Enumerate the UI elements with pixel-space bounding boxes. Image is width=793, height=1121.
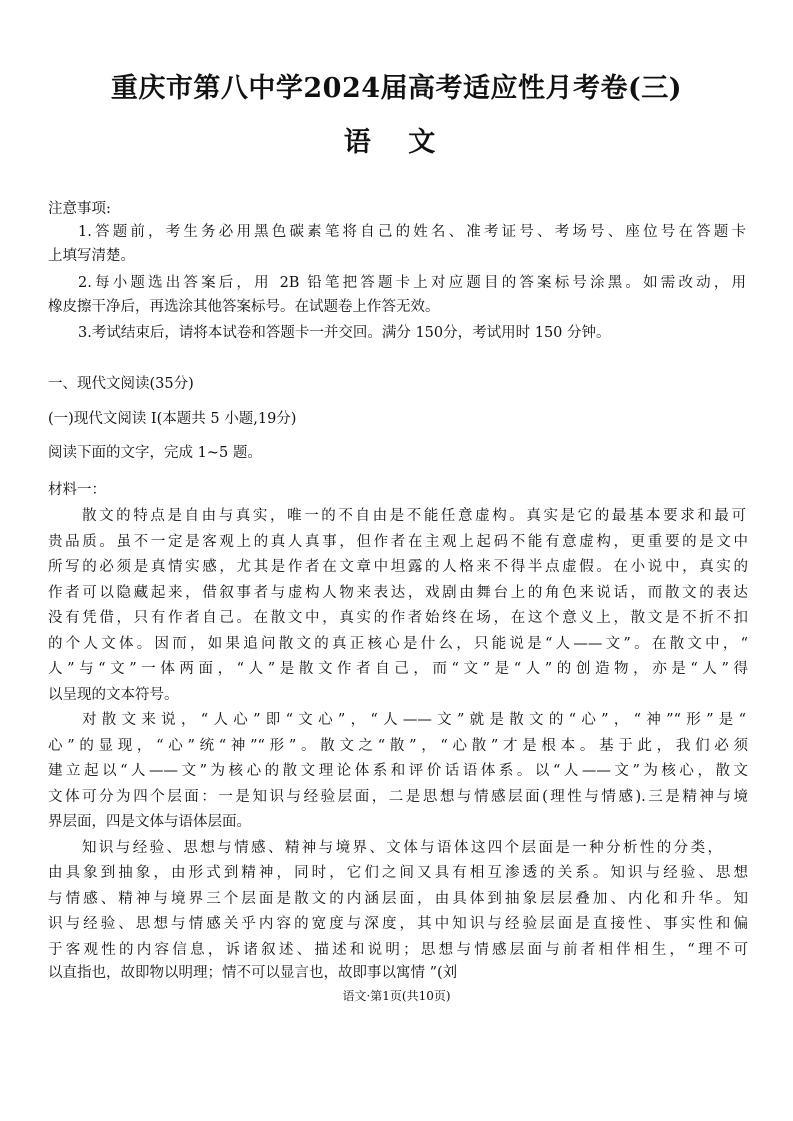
passage-line: 没有凭借，只有作者自己。在散文中，真实的作者始终在场，在这个意义上，散文是不折不扣 xyxy=(48,610,748,626)
notice-heading: 注意事项: xyxy=(48,201,111,217)
passage-line: 作者可以隐藏起来，借叙事者与虚构人物来表达，戏剧由舞台上的角色来说话，而散文的表达 xyxy=(48,585,748,601)
notice-line: 3.考试结束后，请将本试卷和答题卡一并交回。满分 150分，考试用时 150 分钟。 xyxy=(78,325,611,341)
passage-line: 心”的显现，“心”统“神”“形”。散文之“散”，“心散”才是根本。基于此，我们必须 xyxy=(48,738,748,754)
passage-line: 知识与经验、思想与情感、精神与境界、文体与语体这四个层面是一种分析性的分类， xyxy=(82,840,722,856)
passage-line: 与情感、精神与境界三个层面是散文的内涵层面，由具体到抽象层层叠加、内化和升华。知 xyxy=(48,891,748,907)
passage-line: 散文的特点是自由与真实，唯一的不自由是不能任意虚构。真实是它的最基本要求和最可 xyxy=(82,508,746,524)
passage-line: 识与经验、思想与情感关乎内容的宽度与深度，其中知识与经验层面是直接性、事实性和偏 xyxy=(48,916,748,932)
notice-line: 上填写清楚。 xyxy=(48,248,135,264)
notice-line: 2.每小题选出答案后，用 2B 铅笔把答题卡上对应题目的答案标号涂黑。如需改动，用 xyxy=(78,275,746,291)
section-subheading: (一)现代文阅读 Ⅰ(本题共 5 小题,19分) xyxy=(48,411,297,427)
passage-line: 建立起以“人——文”为核心的散文理论体系和评价话语体系。以“人——文”为核心，散文 xyxy=(48,763,748,779)
passage-line: 人”与“文”一体两面，“人”是散文作者自己，而“文”是“人”的创造物，亦是“人”得 xyxy=(48,661,748,677)
passage-line: 界层面，四是文体与语体层面。 xyxy=(48,814,251,830)
subject-title: 语 文 xyxy=(343,127,450,158)
notice-line: 橡皮擦干净后，再选涂其他答案标号。在试题卷上作答无效。 xyxy=(48,299,440,315)
material-label: 材料一： xyxy=(48,482,106,498)
passage-line: 由具象到抽象，由形式到精神，同时，它们之间又具有相互渗透的关系。知识与经验、思想 xyxy=(48,865,748,881)
passage-line: 对散文来说，“人心”即“文心”，“人——文”就是散文的“心”，“神”“形”是“ xyxy=(82,712,746,728)
passage-line: 贵品质。虽不一定是客观上的真人真事，但作者在主观上起码不能有意虚构，更重要的是文中 xyxy=(48,534,748,550)
section-heading: 一、现代文阅读(35分) xyxy=(48,376,194,392)
page-footer: 语文·第1页(共10页) xyxy=(342,989,451,1003)
passage-line: 所写的必须是真情实感，尤其是作者在文章中坦露的人格来不得半点虚假。在小说中，真实的 xyxy=(48,559,748,575)
passage-line: 以直指也，故即物以明理；情不可以显言也，故即事以寓情 ”(刘 xyxy=(48,965,458,981)
exam-title: 重庆市第八中学2024届高考适应性月考卷(三) xyxy=(110,73,683,104)
reading-instruction: 阅读下面的文字，完成 1~5 题。 xyxy=(48,445,262,461)
passage-line: 于客观性的内容信息，诉诸叙述、描述和说明；思想与情感层面与前者相伴相生，“理不可 xyxy=(48,942,748,958)
passage-line: 文体可分为四个层面：一是知识与经验层面，二是思想与情感层面(理性与情感).三是精神与境 xyxy=(48,789,748,805)
notice-line: 1.答题前，考生务必用黑色碳素笔将自己的姓名、准考证号、考场号、座位号在答题卡 xyxy=(78,224,746,240)
passage-line: 以呈现的文本符号。 xyxy=(48,687,179,703)
passage-line: 的个人文体。因而，如果追问散文的真正核心是什么，只能说是“人——文”。在散文中，“ xyxy=(48,636,748,652)
